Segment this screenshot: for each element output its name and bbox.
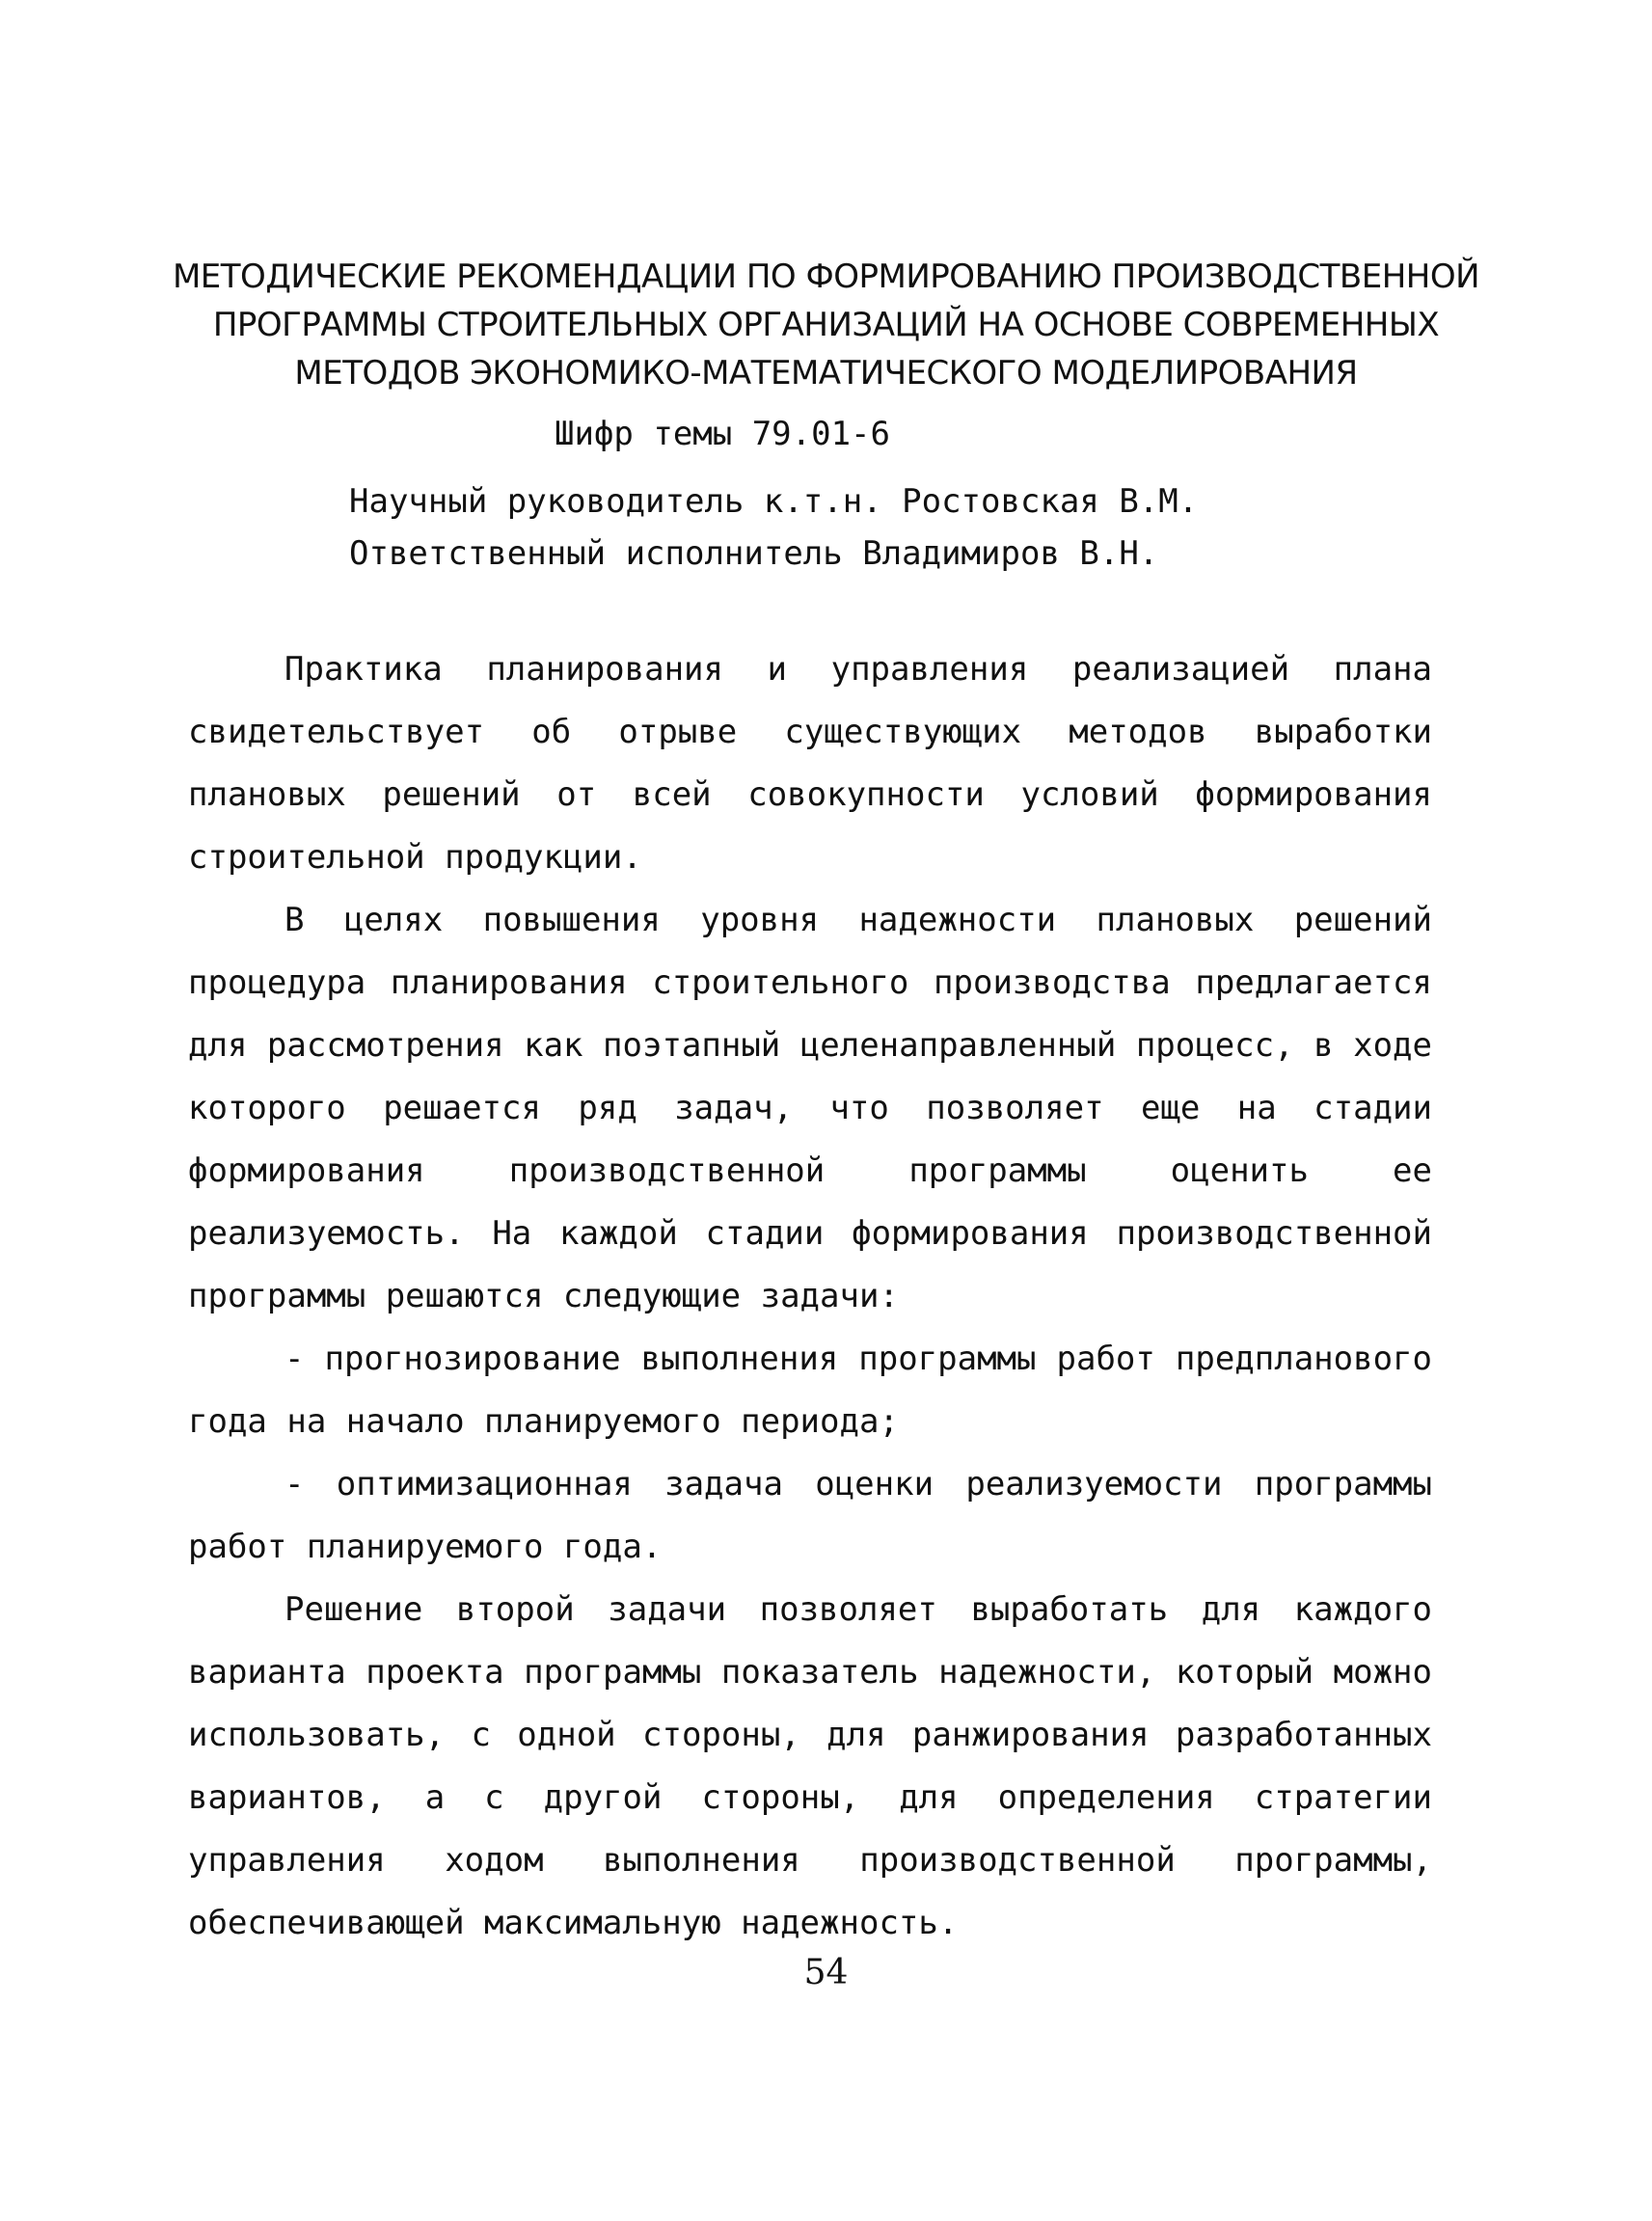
list-item: - прогнозирование выполнения программы работ предпланового года на начало планируемого периода; <box>188 1340 1432 1441</box>
list-item: - оптимизационная задача оценки реализуемости программы работ планируемого года. <box>188 1465 1432 1566</box>
page-number: 54 <box>803 1953 849 1992</box>
title-line: МЕТОДОВ ЭКОНОМИКО-МАТЕМАТИЧЕСКОГО МОДЕЛИРОВАНИЯ <box>294 354 1358 393</box>
document-title <box>0 253 1652 397</box>
body-text <box>188 638 1432 1955</box>
responsible-executor: Ответственный исполнитель Владимиров В.Н. <box>349 534 1159 573</box>
paragraph: Решение второй задачи позволяет выработать для каждого варианта проекта программы показатель надежности, который можно использовать, с одной стороны, для ранжирования разработанных вариантов, а с другой стороны, для определения стратегии управления ходом выполнения производственной программы, обеспечивающей максимальную надежность. <box>188 1590 1432 1942</box>
paragraph: В целях повышения уровня надежности плановых решений процедура планирования строительного производства предлагается для рассмотрения как поэтапный целенаправленный процесс, в ходе которого решается ряд задач, что позволяет еще на стадии формирования производственной программы оценить ее реализуемость. На каждой стадии формирования производственной программы решаются следующие задачи: <box>188 901 1432 1315</box>
scientific-supervisor: Научный руководитель к.т.н. Ростовская В.М. <box>349 482 1199 521</box>
title-line: МЕТОДИЧЕСКИЕ РЕКОМЕНДАЦИИ ПО ФОРМИРОВАНИЮ ПРОИЗВОДСТВЕННОЙ <box>172 257 1480 296</box>
title-line: ПРОГРАММЫ СТРОИТЕЛЬНЫХ ОРГАНИЗАЦИЙ НА ОСНОВЕ СОВРЕМЕННЫХ <box>212 306 1440 344</box>
authors-block <box>349 475 1198 580</box>
paragraph: Практика планирования и управления реализацией плана свидетельствует об отрыве существующих методов выработки плановых решений от всей совокупности условий формирования строительной продукции. <box>188 650 1432 877</box>
topic-code: Шифр темы 79.01-6 <box>555 415 890 453</box>
